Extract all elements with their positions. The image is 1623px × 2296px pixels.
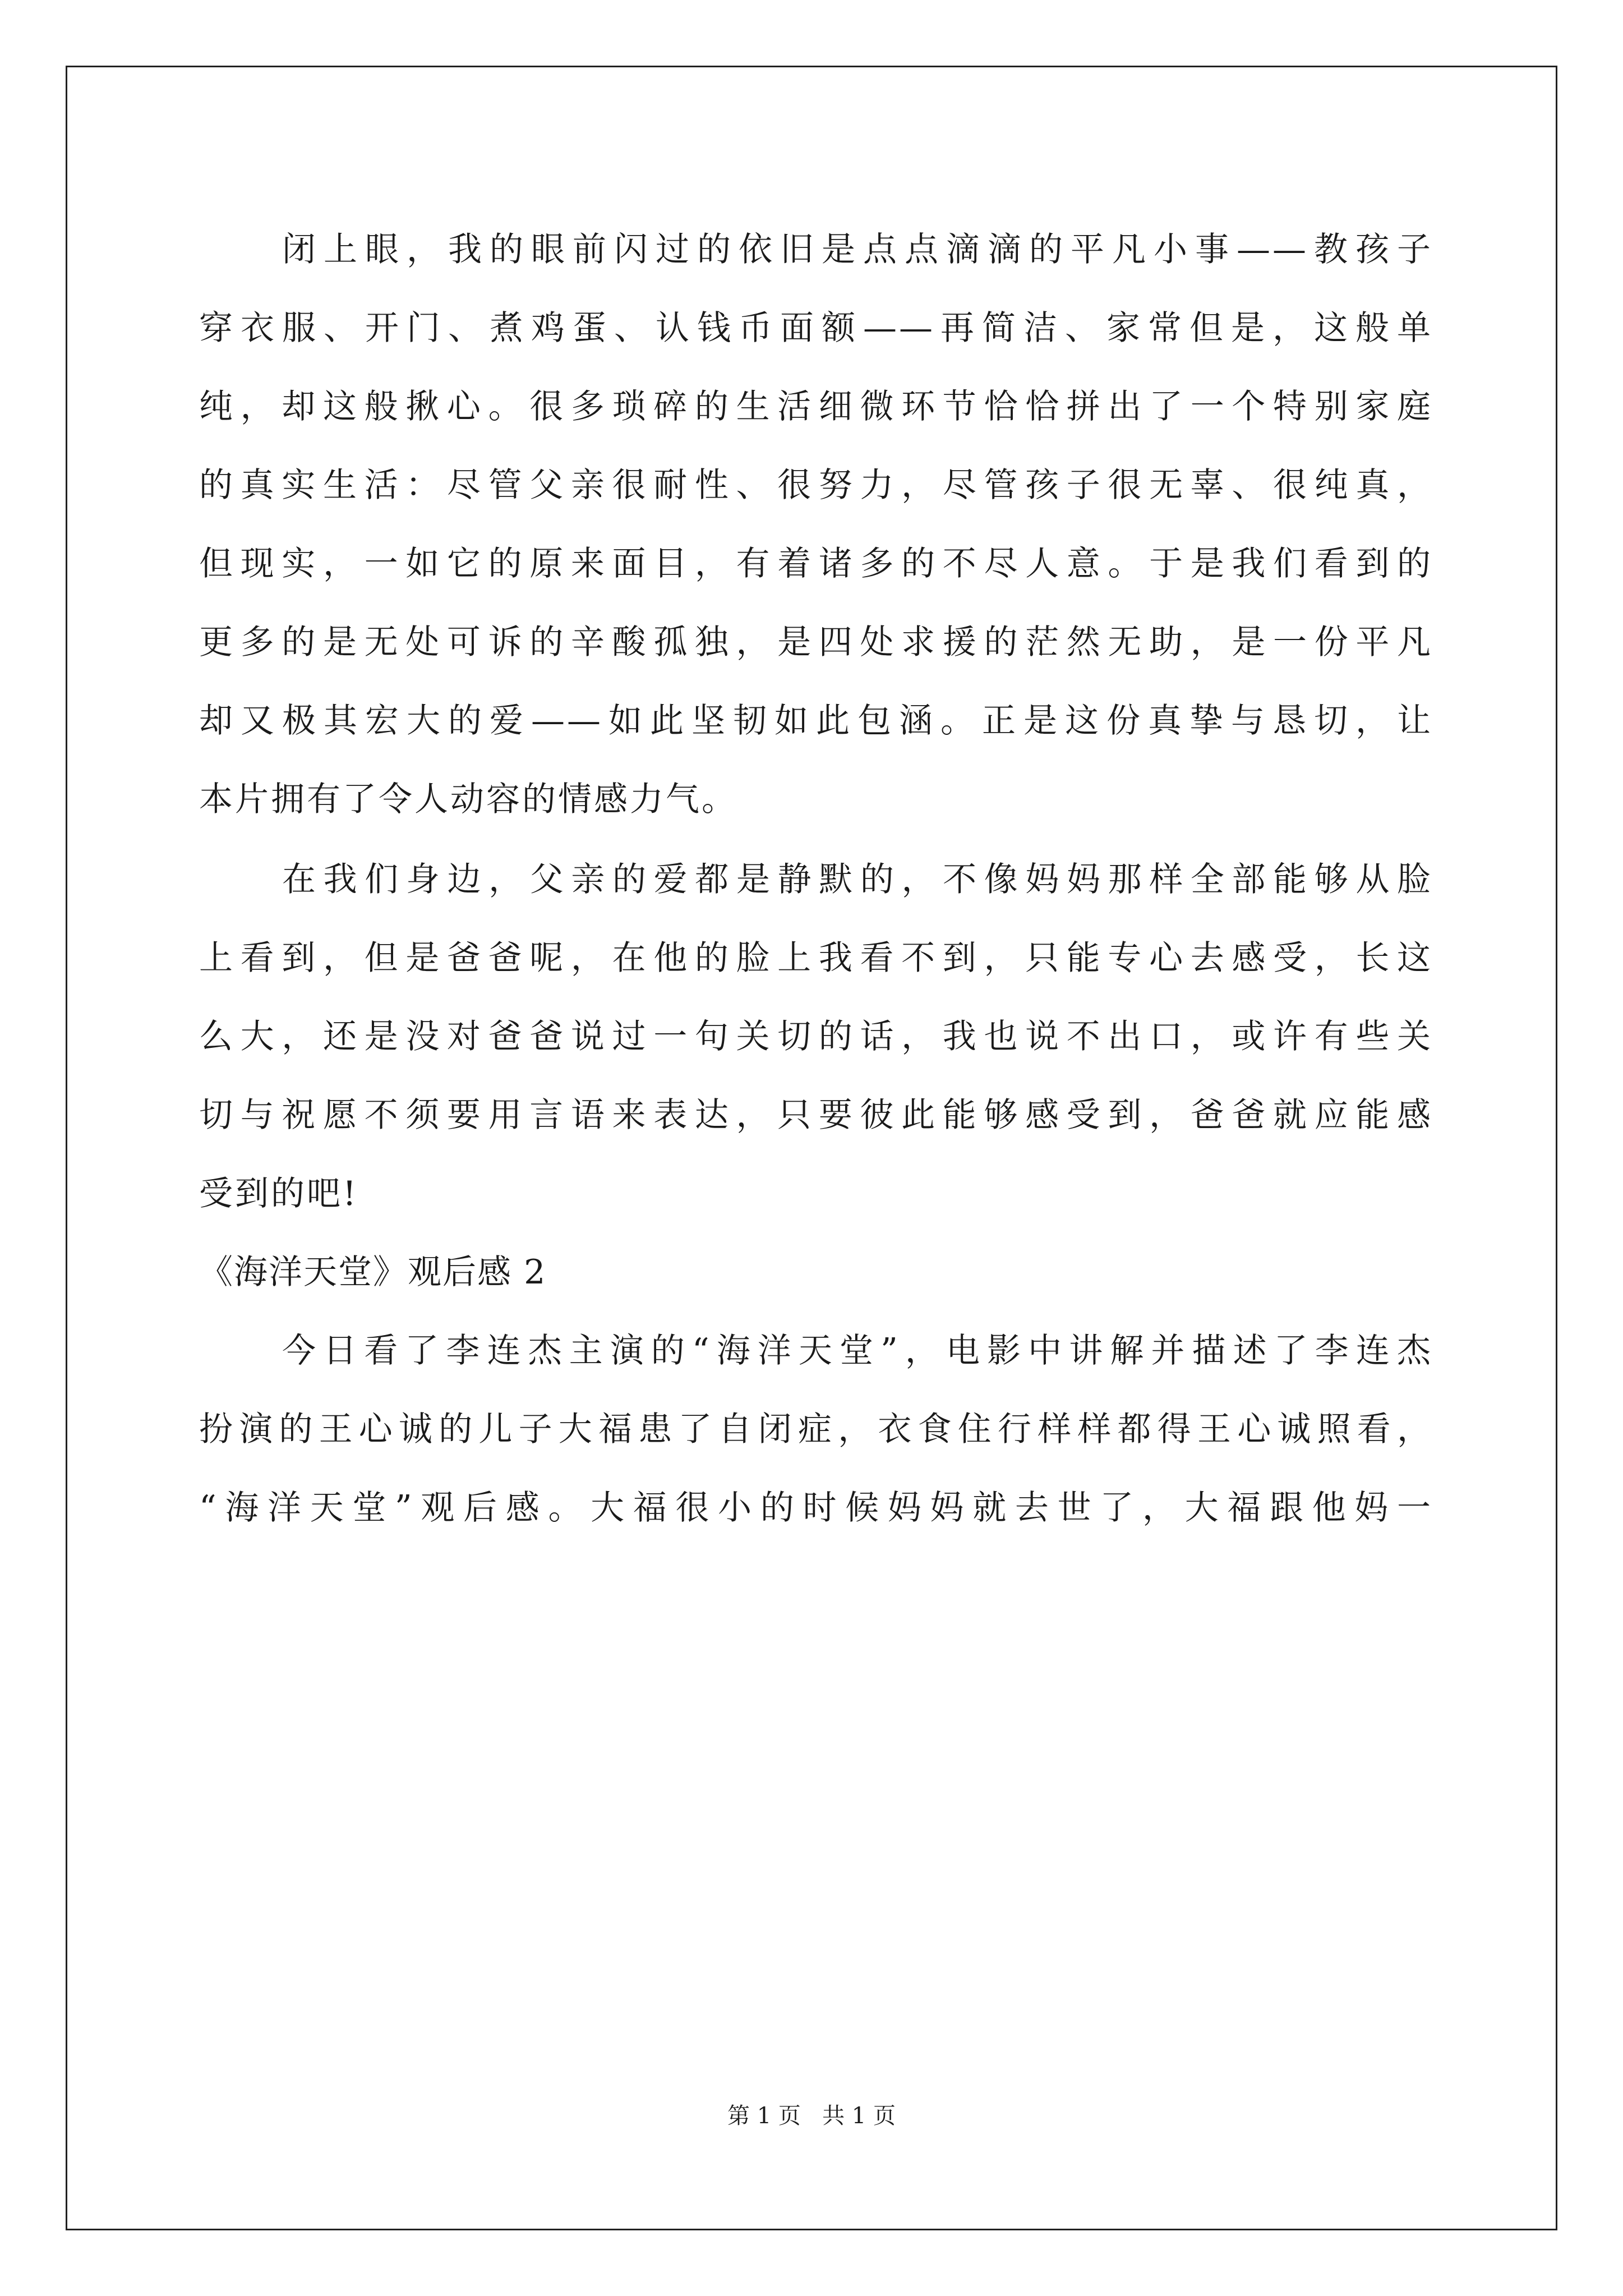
page-footer: 第 1 页 共 1 页 — [727, 2103, 896, 2129]
paragraph-1-line-4: 的真实生活：尽管父亲很耐性、很努力，尽管孩子很无辜、很纯真， — [199, 466, 1433, 505]
paragraph-1-line-3: 纯，却这般揪心。很多琐碎的生活细微环节恰恰拼出了一个特别家庭 — [199, 387, 1433, 426]
paragraph-1-line-6: 更多的是无处可诉的辛酸孤独，是四处求援的茫然无助，是一份平凡 — [199, 623, 1433, 662]
section-heading: 《海洋天堂》观后感 2 — [199, 1253, 547, 1292]
paragraph-2-line-3: 么大，还是没对爸爸说过一句关切的话，我也说不出口，或许有些关 — [199, 1017, 1433, 1056]
paragraph-3-line-3: “海洋天堂”观后感。大福很小的时候妈妈就去世了，大福跟他妈一 — [199, 1488, 1433, 1527]
paragraph-2-line-5: 受到的吧! — [199, 1174, 359, 1213]
paragraph-1-line-1: 闭上眼，我的眼前闪过的依旧是点点滴滴的平凡小事——教孩子 — [282, 230, 1433, 269]
paragraph-2-line-1: 在我们身边，父亲的爱都是静默的，不像妈妈那样全部能够从脸 — [282, 860, 1433, 899]
paragraph-2-line-2: 上看到，但是爸爸呢，在他的脸上我看不到，只能专心去感受，长这 — [199, 938, 1433, 978]
paragraph-1-line-2: 穿衣服、开门、煮鸡蛋、认钱币面额——再简洁、家常但是，这般单 — [199, 309, 1433, 348]
paragraph-3-line-2: 扮演的王心诚的儿子大福患了自闭症，衣食住行样样都得王心诚照看， — [199, 1410, 1433, 1449]
paragraph-1-line-8: 本片拥有了令人动容的情感力气。 — [199, 780, 737, 819]
paragraph-2-line-4: 切与祝愿不须要用言语来表达，只要彼此能够感受到，爸爸就应能感 — [199, 1096, 1433, 1135]
paragraph-3-line-1: 今日看了李连杰主演的“海洋天堂”，电影中讲解并描述了李连杰 — [282, 1331, 1433, 1370]
paragraph-1-line-7: 却又极其宏大的爱——如此坚韧如此包涵。正是这份真挚与恳切，让 — [199, 701, 1433, 740]
paragraph-1-line-5: 但现实，一如它的原来面目，有着诸多的不尽人意。于是我们看到的 — [199, 544, 1433, 583]
